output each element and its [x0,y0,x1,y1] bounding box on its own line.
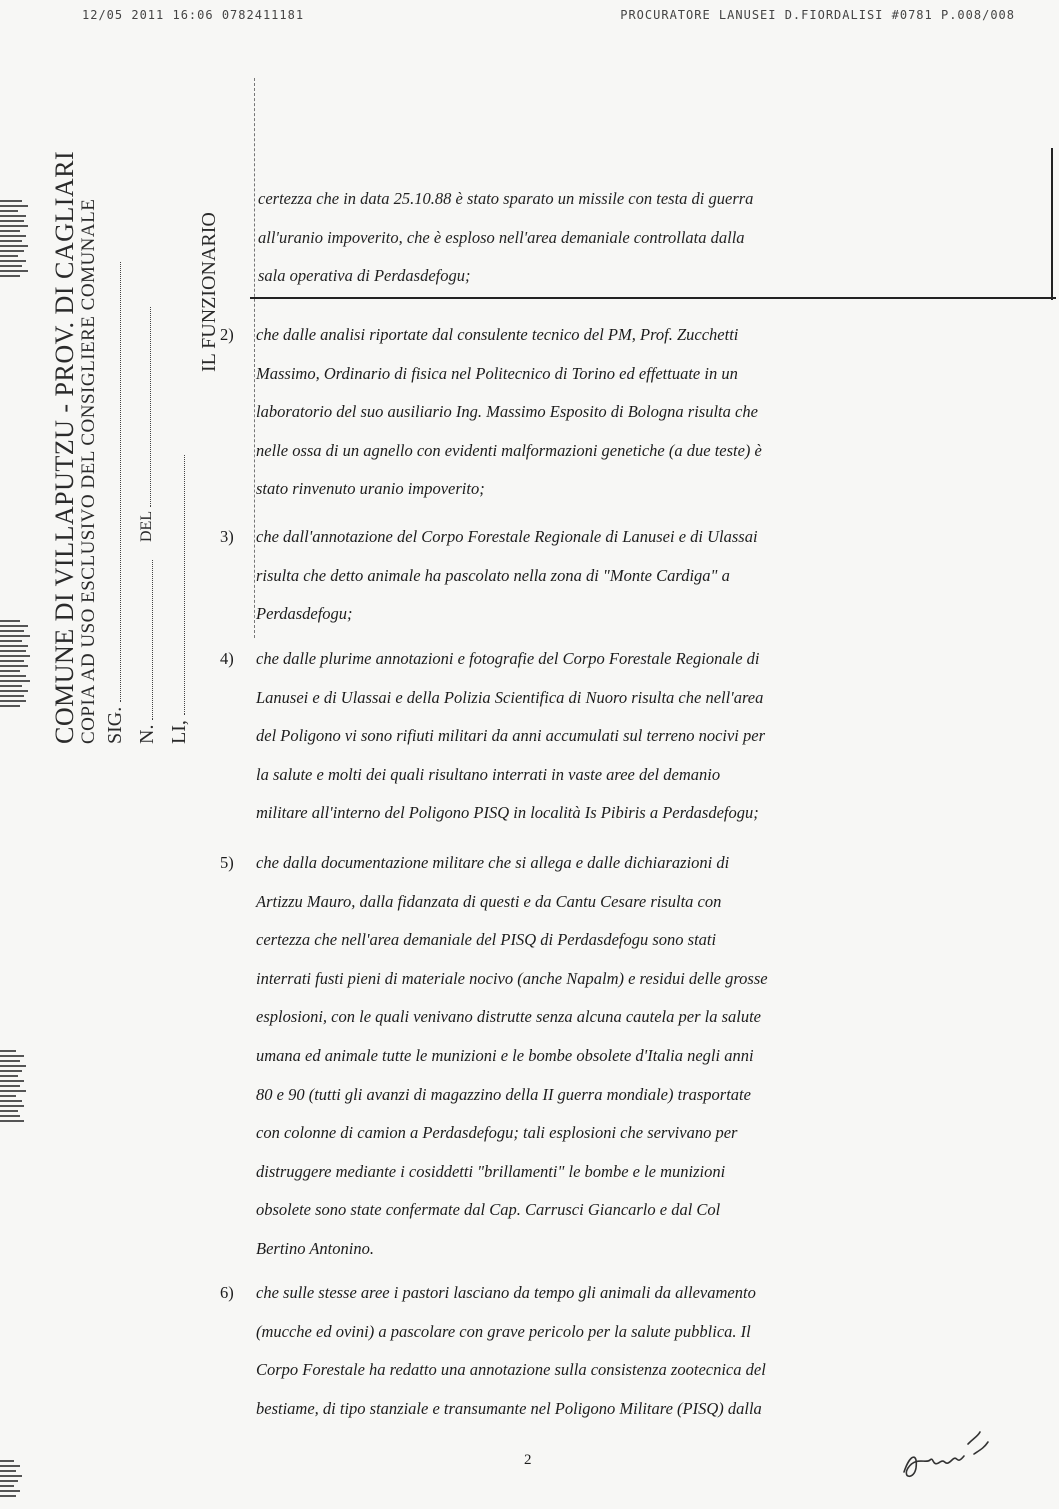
stamp-title: COMUNE DI VILLAPUTZU - PROV. DI CAGLIARI [50,150,79,744]
text-line: obsolete sono state confermate dal Cap. Carrusci Giancarlo e dal Col [256,1200,721,1220]
stamp-del-label: DEL [138,511,155,542]
text-line: Bertino Antonino. [256,1238,374,1258]
text-line: 80 e 90 (tutti gli avanzi di magazzino della II guerra mondiale) trasportate [256,1084,751,1104]
intro-paragraph [258,180,904,296]
text-line: che dalle analisi riportate dal consulente tecnico del PM, Prof. Zucchetti [256,325,739,344]
text-line: che sulle stesse aree i pastori lasciano da tempo gli animali da allevamento [256,1283,756,1302]
text-line: la salute e molti dei quali risultano interrati in vaste aree del demanio [256,764,721,784]
text-line: che dall'annotazione del Corpo Forestale Regionale di Lanusei e di Ulassai [256,527,758,546]
text-line: laboratorio del suo ausiliario Ing. Massimo Esposito di Bologna risulta che [256,402,758,422]
item-number: 4) [220,649,234,668]
text-line: Artizzu Mauro, dalla fidanzata di questi e da Cantu Cesare risulta con [256,891,722,911]
signature-icon [896,1424,996,1484]
text-line: all'uranio impoverito, che è esploso nell'area demaniale controllata dalla [258,227,745,247]
text-line: del Poligono vi sono rifiuti militari da anni accumulati sul terreno nocivi per [256,726,766,746]
text-line: che dalle plurime annotazioni e fotografie del Corpo Forestale Regionale di [256,649,760,668]
stamp-official-label: IL FUNZIONARIO [198,212,220,372]
text-line: umana ed animale tutte le munizioni e le bombe obsolete d'Italia negli anni [256,1045,754,1065]
stamp-n-label: N. [136,724,158,744]
stamp-sig-label: SIG. [104,706,126,744]
text-line: certezza che in data 25.10.88 è stato sparato un missile con testa di guerra [258,189,754,208]
text-line: (mucche ed ovini) a pascolare con grave pericolo per la salute pubblica. Il [256,1321,751,1341]
text-line: esplosioni, con le quali venivano distrutte senza alcuna cautela per la salute [256,1007,762,1027]
fax-header-right: PROCURATORE LANUSEI D.FIORDALISI #0781 P.008/008 [620,8,1015,22]
item-number: 5) [220,853,234,872]
margin-guide [254,78,255,638]
text-line: risulta che detto animale ha pascolato nella zona di "Monte Cardiga" a [256,565,730,585]
stamp-li-line [168,455,191,744]
text-line: che dalla documentazione militare che si allega e dalle dichiarazioni di [256,853,730,872]
item-text [256,844,904,1269]
text-line: Perdasdefogu; [256,604,353,624]
stamp-copy-notice: COPIA AD USO ESCLUSIVO DEL CONSIGLIERE COMUNALE [78,198,99,744]
page-number: 2 [524,1452,532,1468]
text-line: Corpo Forestale ha redatto una annotazione sulla consistenza zootecnica del [256,1360,766,1380]
text-line: bestiame, di tipo stanziale e transumante nel Poligono Militare (PISQ) dalla [256,1398,762,1418]
text-line: nelle ossa di un agnello con evidenti malformazioni genetiche (a due teste) è [256,440,762,460]
text-line: Massimo, Ordinario di fisica nel Politecnico di Torino ed effettuate in un [256,363,738,383]
item-number: 2) [220,325,234,344]
text-line: certezza che nell'area demaniale del PISQ di Perdasdefogu sono stati [256,930,717,950]
item-number: 3) [220,527,234,546]
item-number: 6) [220,1283,234,1302]
stamp-li-label: LI, [168,720,190,744]
fax-header-left: 12/05 2011 16:06 0782411181 [82,8,305,22]
text-line: militare all'interno del Poligono PISQ in località Is Pibiris a Perdasdefogu; [256,803,759,823]
scan-mark [0,200,32,280]
stamp-sig-line [104,262,127,744]
text-line: distruggere mediante i cosiddetti "brillamenti" le bombe e le munizioni [256,1161,726,1181]
scan-mark [0,1050,32,1125]
stamp-del-line [136,307,156,542]
frame-rule-horizontal [250,297,1056,299]
text-line: con colonne di camion a Perdasdefogu; tali esplosioni che servivano per [256,1123,738,1143]
frame-rule-vertical [1051,148,1053,300]
stamp-n-line [136,560,159,744]
text-line: sala operativa di Perdasdefogu; [258,266,471,286]
scan-mark [0,620,32,710]
scan-mark [0,1460,32,1500]
text-line: stato rinvenuto uranio impoverito; [256,479,485,499]
item-text [256,518,904,634]
item-text [256,316,904,509]
text-line: interrati fusti pieni di materiale nocivo (anche Napalm) e residui delle grosse [256,968,768,988]
item-text [256,1274,904,1428]
item-text [256,640,904,833]
text-line: Lanusei e di Ulassai e della Polizia Scientifica di Nuoro risulta che nell'area [256,687,764,707]
